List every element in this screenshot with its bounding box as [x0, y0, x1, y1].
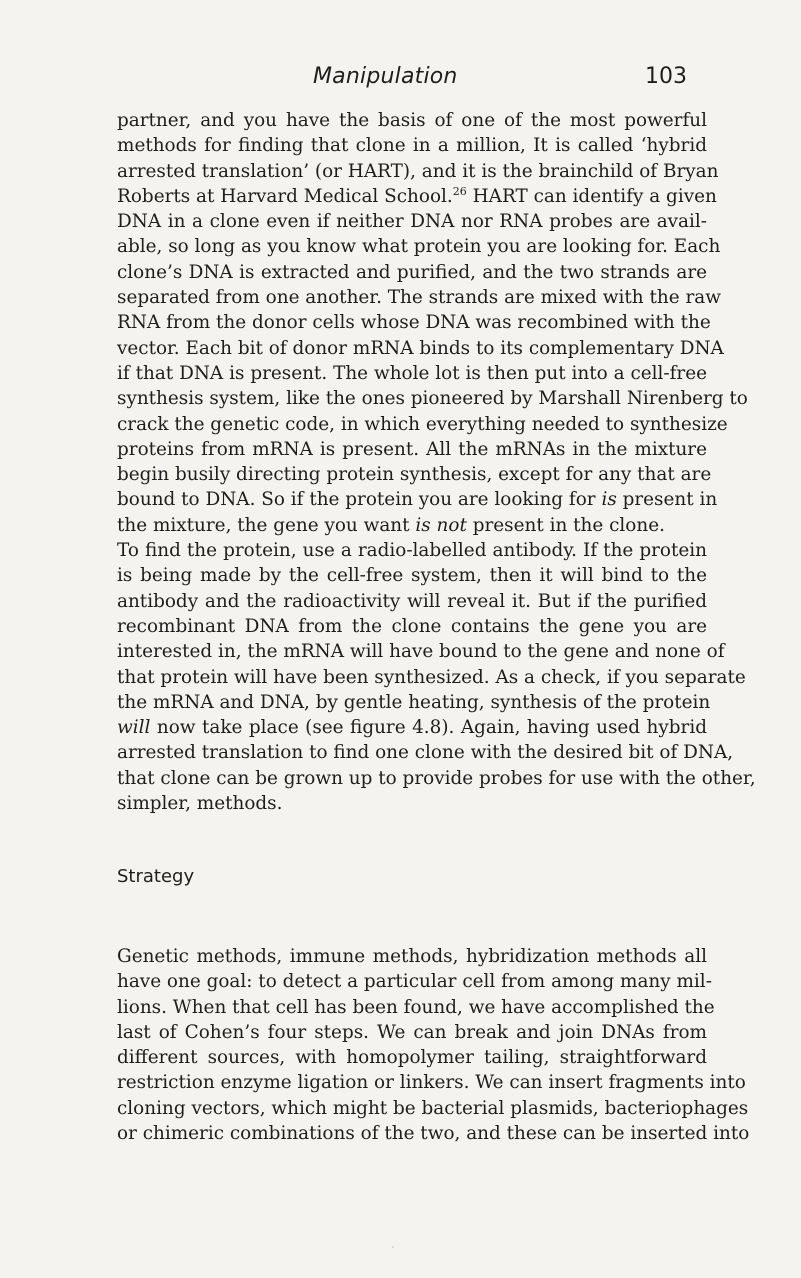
text-segment: HART can identify a given	[466, 185, 717, 207]
text-line: different sources, with homopolymer tailing, straightforward	[117, 1047, 707, 1069]
text-line: if that DNA is present. The whole lot is then put into a cell-free	[117, 362, 707, 384]
text-line: antibody and the radioactivity will reveal it. But if the purified	[117, 590, 707, 612]
text-line: interested in, the mRNA will have bound to the gene and none of	[117, 641, 725, 663]
body-text-upper	[117, 108, 756, 816]
section-heading: Strategy	[117, 866, 195, 887]
text-line	[117, 487, 718, 512]
page-number: 103	[645, 64, 687, 89]
text-line: or chimeric combinations of the two, and these can be inserted into	[117, 1123, 750, 1145]
text-line: arrested translation to find one clone with the desired bit of DNA,	[117, 742, 734, 764]
text-line: DNA in a clone even if neither DNA nor RNA probes are avail-	[117, 211, 707, 233]
text-line: Genetic methods, immune methods, hybridization methods all	[117, 946, 707, 967]
footnote-reference: 26	[452, 184, 467, 198]
text-line: arrested translation’ (or HART), and it is the brainchild of Bryan	[117, 160, 719, 182]
text-line: RNA from the donor cells whose DNA was recombined with the	[117, 312, 711, 334]
running-title: Manipulation	[313, 64, 458, 89]
text-line	[117, 184, 717, 209]
emphasis: is	[601, 489, 617, 511]
text-line: crack the genetic code, in which everything needed to synthesize	[117, 413, 728, 435]
text-line: last of Cohen’s four steps. We can break and join DNAs from	[117, 1021, 707, 1043]
text-line	[117, 715, 707, 740]
paragraph-antibody	[117, 538, 756, 816]
text-line: clone’s DNA is extracted and purified, and the two strands are	[117, 261, 707, 283]
text-line: partner, and you have the basis of one of the most powerful	[117, 110, 707, 131]
text-line: lions. When that cell has been found, we have accomplished the	[117, 996, 715, 1018]
text-line: proteins from mRNA is present. All the mRNAs in the mixture	[117, 438, 707, 460]
text-segment: present in	[616, 489, 718, 511]
text-segment: now take place (see figure 4.8). Again, having used hybrid	[150, 717, 707, 739]
text-line: simpler, methods.	[117, 793, 283, 815]
text-segment: Roberts at Harvard Medical School.	[117, 185, 453, 207]
text-segment: present in the clone.	[466, 514, 665, 536]
body-text-lower	[117, 944, 750, 1146]
emphasis: will	[117, 717, 151, 739]
text-line: separated from one another. The strands are mixed with the raw	[117, 287, 721, 309]
text-line: restriction enzyme ligation or linkers. We can insert fragments into	[117, 1072, 746, 1094]
text-line: the mRNA and DNA, by gentle heating, synthesis of the protein	[117, 691, 711, 713]
text-segment: bound to DNA. So if the protein you are looking for	[117, 489, 602, 511]
text-line: is being made by the cell-free system, then it will bind to the	[117, 565, 707, 587]
text-line: that protein will have been synthesized. As a check, if you separate	[117, 666, 746, 688]
page-speck	[392, 1246, 394, 1248]
paragraph-strategy	[117, 944, 750, 1146]
text-line	[117, 513, 707, 538]
text-line: begin busily directing protein synthesis, except for any that are	[117, 464, 712, 486]
text-line: To find the protein, use a radio-labelled antibody. If the protein	[117, 540, 707, 562]
text-line: that clone can be grown up to provide probes for use with the other,	[117, 767, 756, 789]
page-header	[0, 62, 801, 96]
text-segment: the mixture, the gene you want	[117, 514, 416, 536]
emphasis: is not	[415, 514, 467, 536]
text-line: cloning vectors, which might be bacterial plasmids, bacteriophages	[117, 1097, 749, 1119]
text-line: methods for finding that clone in a million, It is called ‘hybrid	[117, 135, 707, 157]
text-line: vector. Each bit of donor mRNA binds to its complementary DNA	[117, 337, 724, 359]
text-line: recombinant DNA from the clone contains the gene you are	[117, 615, 707, 637]
text-line: able, so long as you know what protein you are looking for. Each	[117, 236, 721, 258]
text-line: synthesis system, like the ones pioneered by Marshall Nirenberg to	[117, 388, 748, 410]
paragraph-hart	[117, 108, 748, 538]
text-line: have one goal: to detect a particular cell from among many mil-	[117, 971, 712, 993]
